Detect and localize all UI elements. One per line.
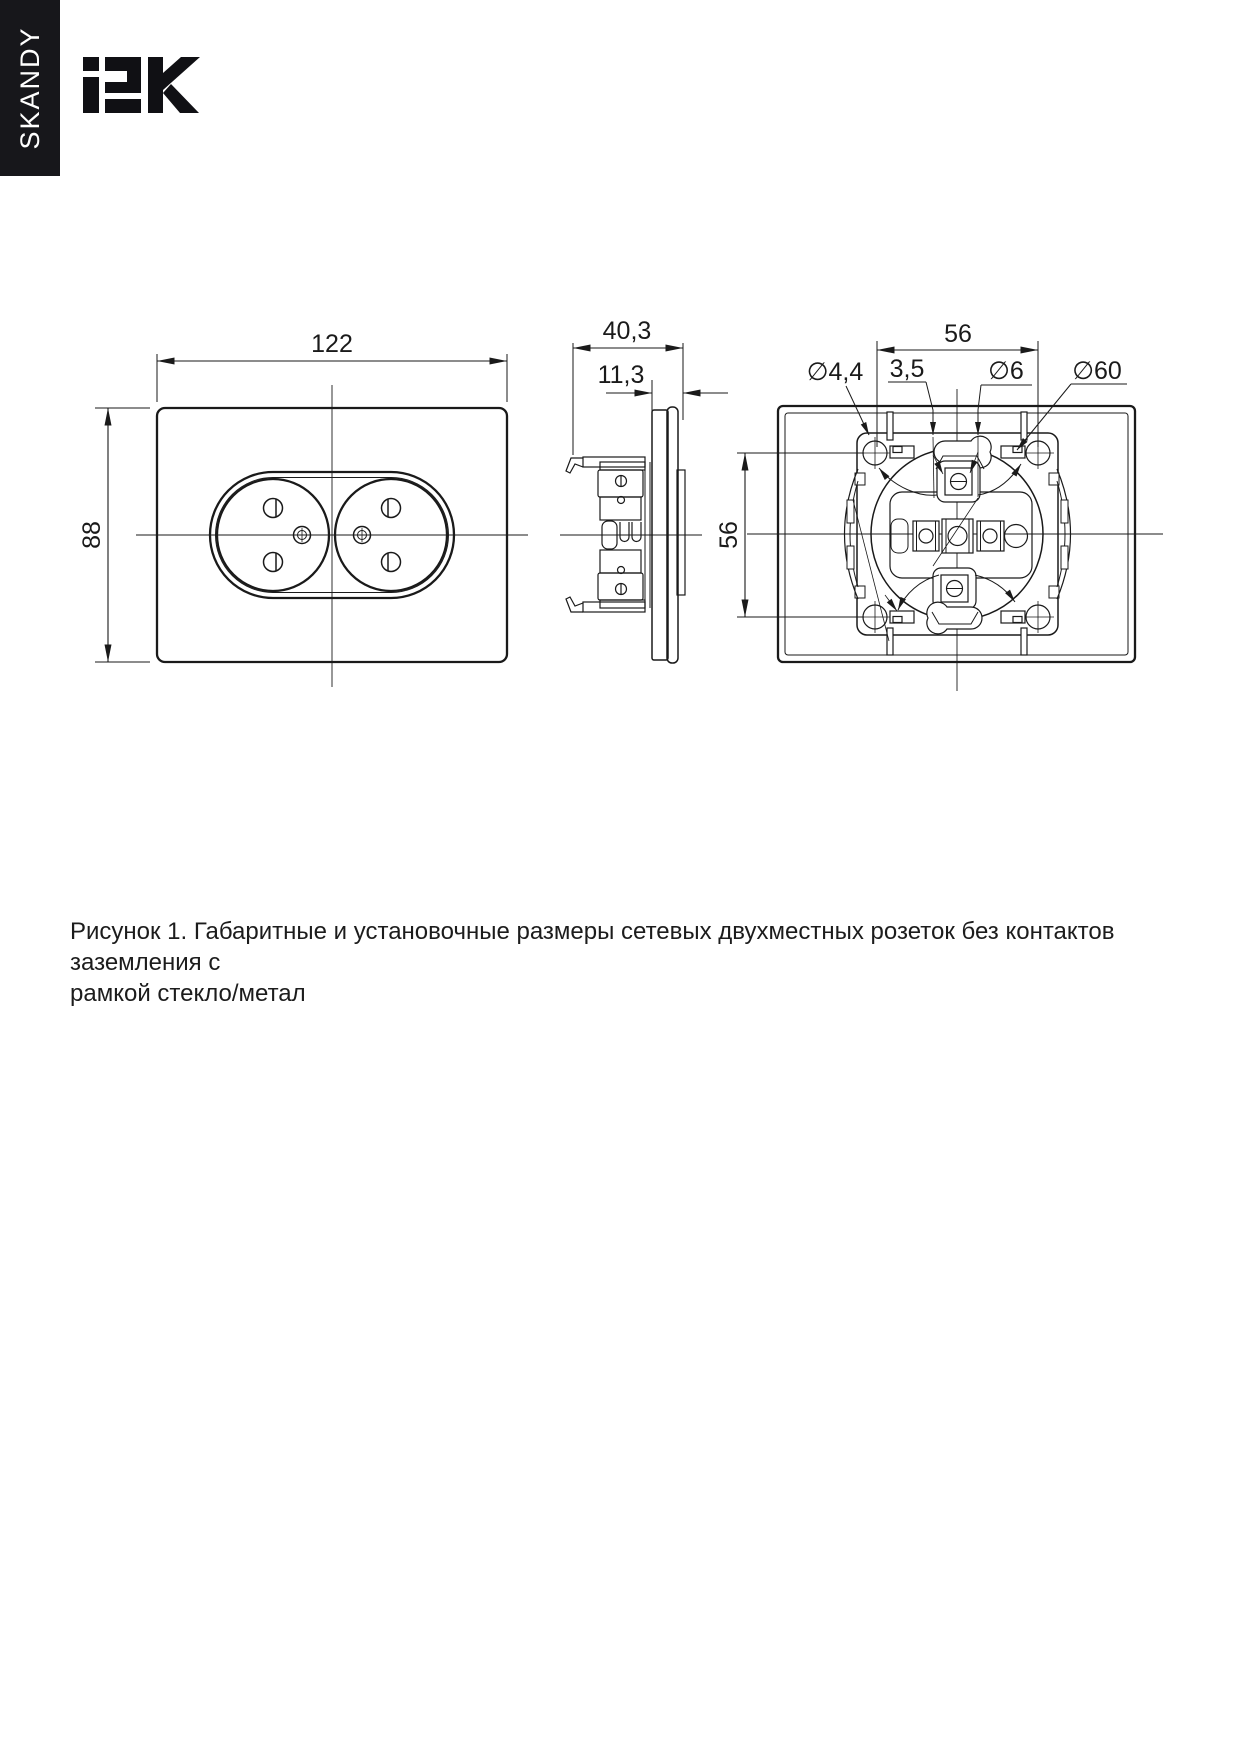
- logo-e-bottom: [105, 99, 141, 113]
- rear-vpitch-label: 56: [715, 521, 743, 549]
- logo-k-bar: [148, 57, 163, 113]
- front-width-label: 122: [311, 330, 353, 358]
- terminal-block-assembly: [890, 492, 1032, 578]
- logo-e-top: [105, 57, 141, 71]
- figure-caption-line1: Рисунок 1. Габаритные и установочные размеры сетевых двухместных розеток без контактов заземления с: [70, 918, 1115, 976]
- figure-caption: [70, 916, 1190, 1009]
- side-protrusion-dimension: [598, 361, 728, 413]
- logo-i-dot: [83, 57, 99, 71]
- side-view-drawing: [560, 317, 728, 663]
- side-mounting-claws: [566, 457, 645, 612]
- mechanism-dia-callout: [1017, 357, 1127, 450]
- sidebar-brand-label: SKANDY: [15, 26, 45, 150]
- logo-e-mid: [105, 82, 141, 93]
- screw-hole-callout: [807, 358, 869, 435]
- rear-vpitch-dimension: [715, 453, 864, 617]
- rear-view-drawing: [715, 320, 1163, 691]
- logo-k-lower-arm: [163, 84, 199, 113]
- mechanism-dia-label: ∅60: [1072, 357, 1122, 385]
- screw-hole-label: ∅4,4: [806, 358, 864, 386]
- front-view-drawing: [78, 330, 528, 687]
- side-protrusion-label: 11,3: [597, 361, 645, 389]
- claw-hole-label: ∅6: [988, 357, 1024, 385]
- slot-width-label: 3,5: [889, 355, 925, 383]
- front-height-label: 88: [78, 521, 106, 549]
- side-depth-label: 40,3: [602, 317, 652, 345]
- skandy-sidebar: [0, 0, 60, 176]
- figure-caption-line2: рамкой стекло/метал: [70, 980, 306, 1007]
- iek-logo: [83, 57, 200, 113]
- logo-e-stub: [127, 71, 141, 82]
- logo-i-bar: [83, 77, 99, 113]
- slot-width-callout: [888, 355, 943, 498]
- bottom-claw-screw: [927, 568, 982, 634]
- logo-k-upper-arm: [163, 57, 200, 90]
- rear-hpitch-label: 56: [944, 320, 972, 348]
